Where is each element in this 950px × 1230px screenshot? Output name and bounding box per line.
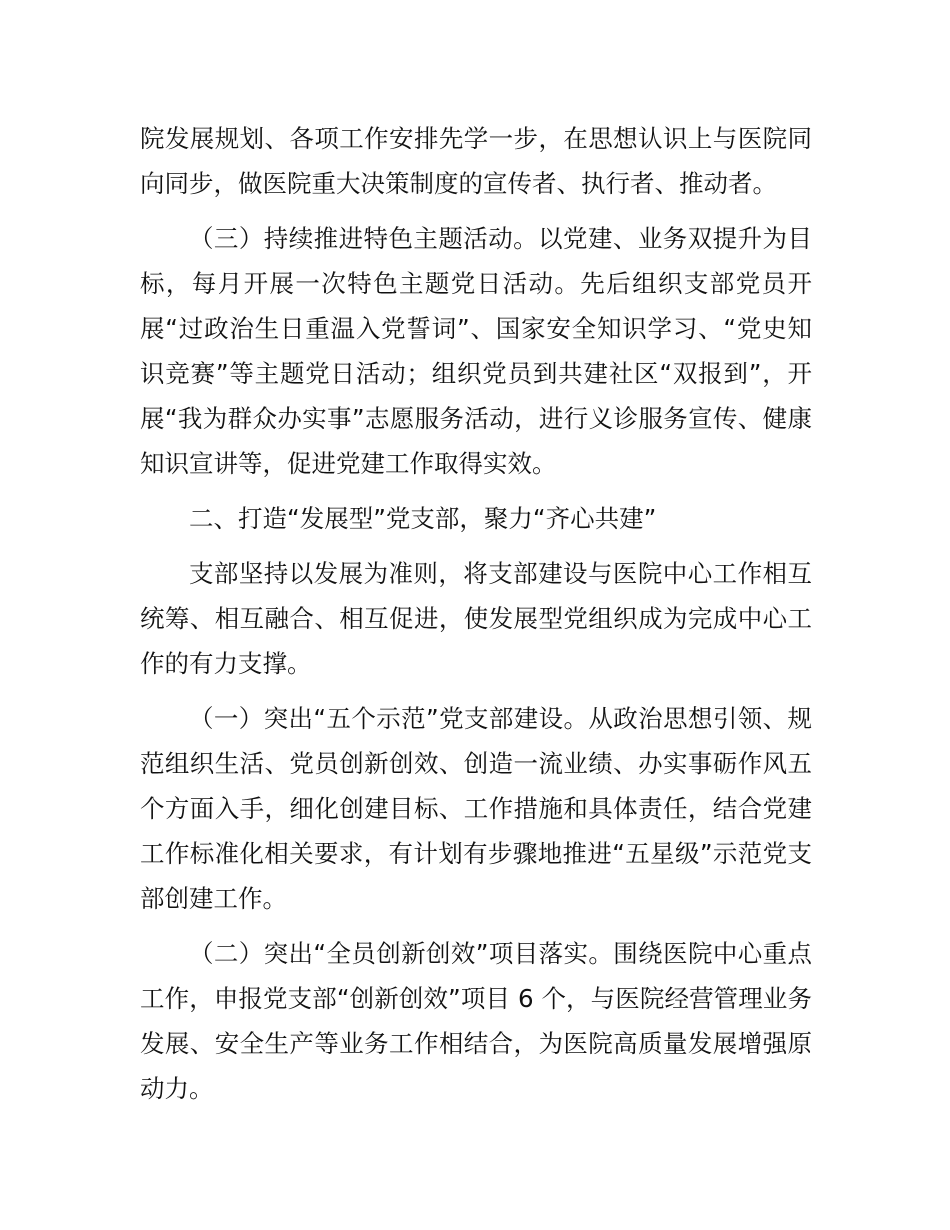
paragraph-five-demonstrations: （一）突出“五个示范”党支部建设。从政治思想引领、规范组织生活、党员创新创效、创造一流业绩、办实事砺作风五个方面入手，细化创建目标、工作措施和具体责任，结合党建工作标准化相关要求，有计划有步骤地推进“五星级”示范党支部创建工作。 bbox=[140, 704, 812, 913]
section-heading-development: 二、打造“发展型”党支部，聚力“齐心共建” bbox=[189, 504, 657, 533]
paragraph-development-intro: 支部坚持以发展为准则，将支部建设与医院中心工作相互统筹、相互融合、相互促进，使发展型党组织成为完成中心工作的有力支撑。 bbox=[140, 559, 812, 678]
paragraph-innovation-projects: （二）突出“全员创新创效”项目落实。围绕医院中心重点工作，申报党支部“创新创效”项目 6 个，与医院经营管理业务发展、安全生产等业务工作相结合，为医院高质量发展增强原动力。 bbox=[140, 939, 812, 1103]
document-body bbox=[140, 116, 812, 1121]
paragraph-theme-activities: （三）持续推进特色主题活动。以党建、业务双提升为目标，每月开展一次特色主题党日活动。先后组织支部党员开展“过政治生日重温入党誓词”、国家安全知识学习、“党史知识竞赛”等主题党日活动；组织党员到共建社区“双报到”，开展“我为群众办实事”志愿服务活动，进行义诊服务宣传、健康知识宣讲等，促进党建工作取得实效。 bbox=[140, 224, 812, 478]
paragraph-continued: 院发展规划、各项工作安排先学一步，在思想认识上与医院同向同步，做医院重大决策制度的宣传者、执行者、推动者。 bbox=[140, 124, 812, 198]
